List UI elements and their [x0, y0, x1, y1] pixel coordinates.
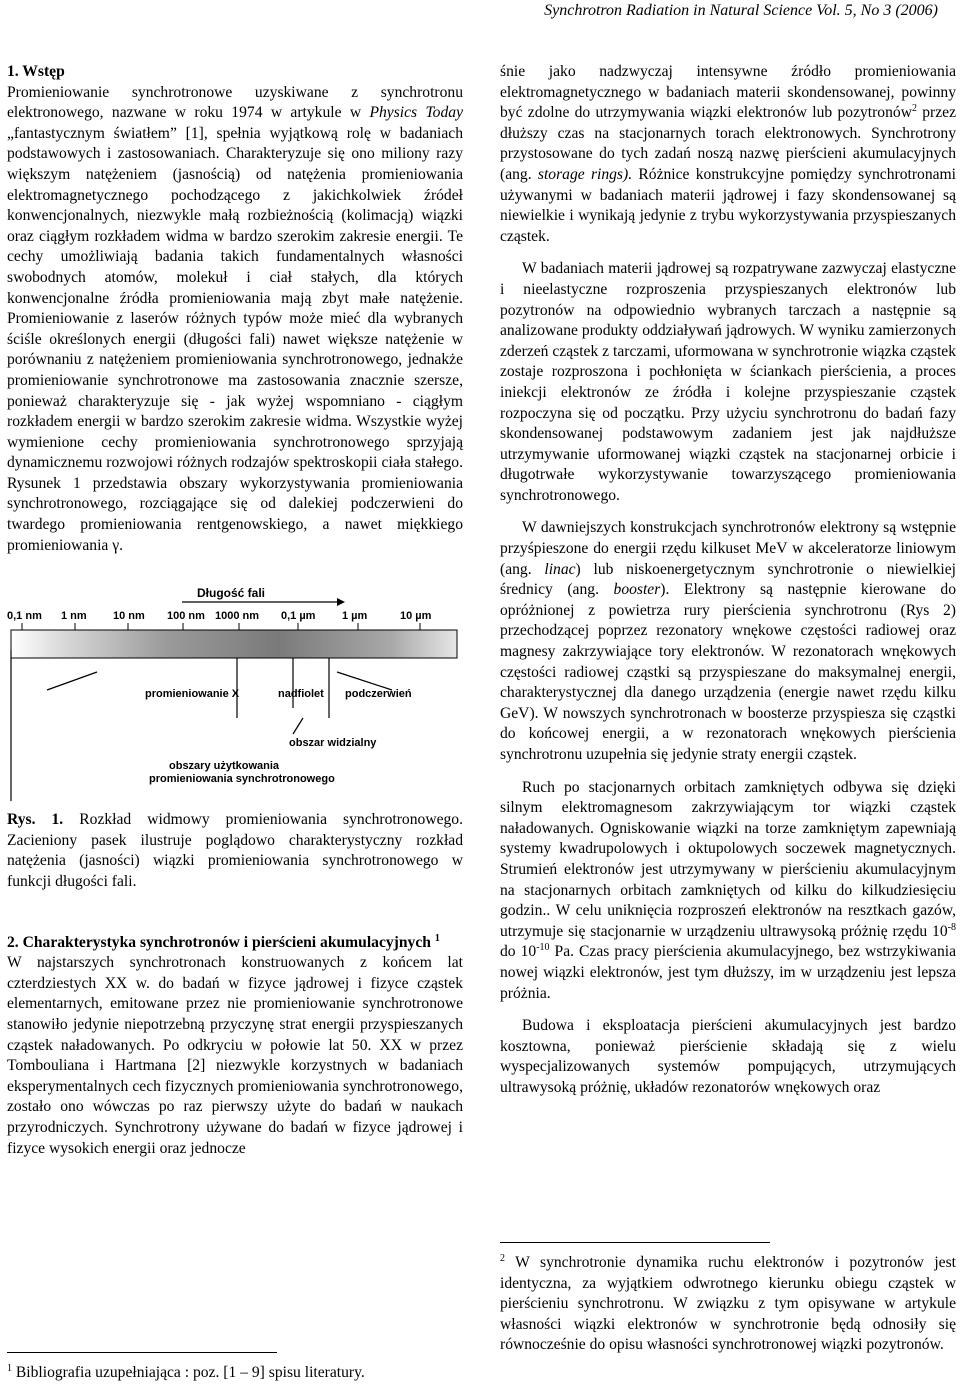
figure-title: Długość fali [197, 586, 266, 601]
right-paragraph-4: Ruch po stacjonarnych orbitach zamkniętych odbywa się dzięki silnym elektromagnesom zakrzywiającym tor wiązki cząstek naładowanych. Ogniskowanie wiązki na torze zamkniętym zapewniają systemy kwadrupolowych i oktupolowych soczewek magnetycznych. Strumień elektronów jest utrzymywany w pierścieniu akumulacyjnym na stacjonarnych orbitach zamkniętych od kilku do kilkudziesięciu godzin.. W celu uniknięcia rozproszeń elektronów na resztkach gazów, utrzymuje się stacjonarnie w urządzeniu ultrawysoką próżnię rzędu $10^{-8}$ do $10^{-10}$ Pa. Czas pracy pierścienia akumulacyjnego, bez wstrzykiwania nowej wiązki elektronów, jest tym dłuższy, im w urządzeniu jest lepsza próżnia. [500, 778, 956, 1002]
label-used-2: promieniowania synchrotronowego [149, 773, 335, 786]
intensity-band [11, 630, 457, 658]
section-1-paragraph: Promieniowanie synchrotronowe uzyskiwane z synchrotronu elektronowego, nazwane w roku 1974 w artykule w Physics Today „fantastycznym światłem” [1], spełnia wyjątkową rolę w badaniach podstawowych i zastosowaniach. Charakteryzuje się ono miliony razy większym natężeniem (jasnością) od natężenia promieniowania elektromagnetycznego pochodzącego z jakichkolwiek źródeł konwencjonalnych, niezwykle małą rozbieżnością (kolimacją) wiązki oraz ciągłym rozkładem widma w bardzo szerokim zakresie energii. Te cechy umożliwiają badania takich fundamentalnych własności swobodnych atomów, molekuł i ciał stałych, dla których konwencjonalne źródła promieniowania mają zbyt małe natężenie. Promieniowanie z laserów różnych typów może mieć dla wybranych ściśle określonych energii (długości fali) nawet większe natężenie w porównaniu z natężeniem promieniowania synchrotronowego, jednakże promieniowanie synchrotronowe ma zastosowania znacznie szersze, ponieważ charakteryzuje się - jak wyżej wspomniano - ciągłym rozkładem energii w bardzo szerokim zakresie widma. Wszystkie wyżej wymienione cechy promieniowania synchrotronowego sprzyjają dynamicznemu rozwojowi różnych rodzajów spektroskopii ciała stałego. Rysunek 1 przedstawia obszary wykorzystywania promieniowania synchrotronowego, rozciągające się od dalekiej podczerwieni do twardego promieniowania rentgenowskiego, a nawet miękkiego promieniowania γ. [7, 83, 463, 554]
label-visible: obszar widzialny [289, 737, 377, 750]
tick-label-4: 1000 nm [215, 610, 260, 623]
footnote-rule-left [7, 1352, 277, 1353]
footnote-2: $^2$ W synchrotronie dynamika ruchu elektronów i pozytronów jest identyczna, za wyjątkiem odwrotnego kierunku obiegu cząstek w pierścieniu synchrotronu. W związku z tym opisywane w artykule własności wiązki elektronów w synchrotronie będą odnosiły się równocześnie do opisu własności synchrotronowej wiązki pozytronów. [500, 1242, 956, 1356]
spectrum-diagram [7, 586, 463, 804]
tick-label-7: 10 µm [400, 610, 432, 623]
left-column [7, 62, 463, 1159]
spectrum-figure [7, 586, 463, 804]
right-column [500, 62, 956, 1099]
tick-label-0: 0,1 nm [7, 610, 42, 623]
footnote-rule-right [500, 1242, 770, 1243]
running-head: Synchrotron Radiation in Natural Science Vol. 5, No 3 (2006) [544, 2, 938, 19]
figure-caption: Rys. 1. Rozkład widmowy promieniowania synchrotronowego. Zacieniony pasek ilustruje poglądowo charakterystyczny rozkład natężenia (jasności) wiązki promieniowania synchrotronowego w funkcji długości fali. [7, 811, 463, 891]
tick-label-3: 100 nm [167, 610, 205, 623]
label-used-1: obszary użytkowania [169, 760, 280, 773]
right-paragraph-3: W dawniejszych konstrukcjach synchrotronów elektrony są wstępnie przyśpieszone do energii rzędu kilkuset MeV w akceleratorze liniowym (ang. linac) lub niskoenergetycznym synchrotronie o niewielkiej średnicy (ang. booster). Elektrony są następnie kierowane do opróżnionej z powietrza rury pierścienia synchrotronu (Rys 2) przechodzącej poprzez rezonatory wnękowe częstości radiowej oraz magnesy zakrzywiające tory elektronów. W rezonatorach wnękowych częstości radiowej cząstki są przyspieszane do maksymalnej energii, charakterystycznej dla danego urządzenia (energie nawet rzędu kilku GeV). W nowszych synchrotronach w boosterze przyspiesza się cząstki do końcowej energii, a w rezonatorach wnękowych pierścienia synchrotronu uzupełnia się jedynie straty energii cząstek. [500, 519, 956, 763]
right-paragraph-5: Budowa i eksploatacja pierścieni akumulacyjnych jest bardzo kosztowna, ponieważ pierścienie składają się z wielu wyspecjalizowanych systemów pompujących, utrzymujących ultrawysoką próżnię, układów rezonatorów wnękowych oraz [500, 1017, 956, 1096]
section-2-paragraph: W najstarszych synchrotronach konstruowanych z końcem lat czterdziestych XX w. do badań w fizyce jądrowej i fizyce cząstek elementarnych, emitowane przez nie promieniowanie synchrotronowe stanowiło jedynie niepotrzebną przyczynę strat energii przyspieszanych cząstek naładowanych. Po odkryciu w połowie lat 50. XX w przez Tombouliana i Hartmana [2] niezwykle korzystnych w badaniach eksperymentalnych cech fizycznych promieniowania synchrotronowego, zostało ono wówczas po raz pierwszy użyte do badań w naukach przyrodniczych. Synchrotrony używane do badań w fizyce jądrowej i fizyce wysokich energii oraz jednocze [7, 954, 463, 1157]
right-paragraph-1: śnie jako nadzwyczaj intensywne źródło promieniowania elektromagnetycznego w badaniach materii skondensowanej, powinny być zdolne do utrzymywania wiązki elektronów lub pozytronów$^2$ przez dłuższy czas na stacjonarnych torach elektronowych. Synchrotrony przystosowane do tych zadań noszą nazwę pierścieni akumulacyjnych (ang. storage rings). Różnice konstrukcyjne pomiędzy synchrotronami używanymi w badaniach materii jądrowej i fazy skondensowanej są niewielkie i wynikają jedynie z trybu wykorzystywania przyspieszanych cząstek. [500, 63, 957, 245]
label-uv: nadfiolet [278, 688, 324, 701]
section-2-title: 2. Charakterystyka synchrotronów i pierścieni akumulacyjnych $^1$ [7, 932, 440, 951]
tick-label-2: 10 nm [113, 610, 145, 623]
tick-label-5: 0,1 µm [281, 610, 316, 623]
tick-label-1: 1 nm [61, 610, 87, 623]
section-1-title: 1. Wstęp [7, 63, 65, 80]
right-paragraph-2: W badaniach materii jądrowej są rozpatrywane zazwyczaj elastyczne i nieelastyczne rozproszenia przyspieszanych elektronów lub pozytronów na odpowiednio wybranych tarczach a następnie są analizowane produkty oddziaływań jądrowych. W wyniku zamierzonych zderzeń cząstek z tarczami, uformowana w synchrotronie wiązka cząstek zostaje rozproszona i pochłonięta w ściankach pierścienia, a proces iniekcji elektronów ze źródła i kolejne przyspieszanie cząstek rozpoczyna się od początku. Przy użyciu synchrotronu do badań fazy skondensowanej podstawowym zadaniem jest jak najdłuższe utrzymywanie uformowanej wiązki cząstek na stacjonarnej orbicie i długotrwałe wykorzystywanie towarzyszącego promieniowania synchrotronowego. [500, 260, 956, 504]
footnote-1: $^1$ Bibliografia uzupełniająca : poz. [1 – 9] spisu literatury. [7, 1346, 463, 1383]
label-x-rays: promieniowanie X [145, 688, 240, 701]
tick-label-6: 1 µm [342, 610, 368, 623]
label-ir: podczerwień [345, 688, 412, 701]
